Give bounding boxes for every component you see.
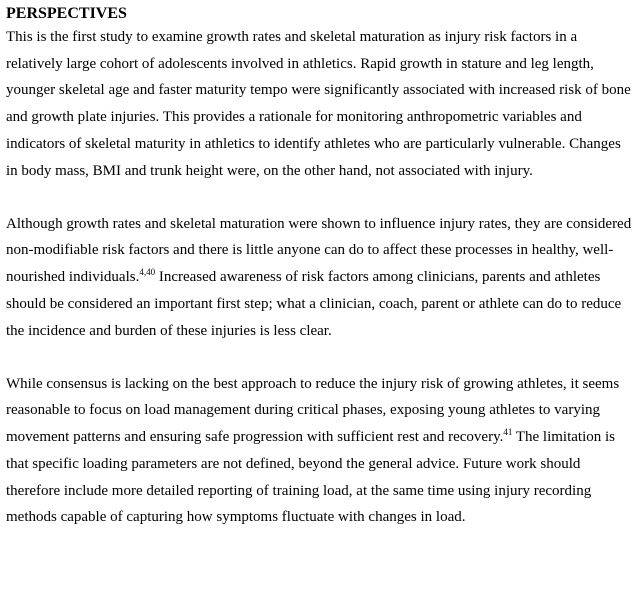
- paragraph-3-text-after: The limitation is that specific loading parameters are not defined, beyond the general advice. Future work should therefore include more detailed reporting of training load, at the same time using injury recording methods capable of capturing how symptoms fluctuate with changes in load.: [6, 429, 615, 526]
- paragraph-1: This is the first study to examine growth rates and skeletal maturation as injury risk factors in a relatively large cohort of adolescents involved in athletics. Rapid growth in stature and leg length, younger skeletal age and faster maturity tempo were significantly associated with increased risk of bone and growth plate injuries. This provides a rationale for monitoring anthropometric variables and indicators of skeletal maturity in athletics to identify athletes who are particularly vulnerable. Changes in body mass, BMI and trunk height were, on the other hand, not associated with injury.: [6, 29, 631, 179]
- paragraph-2-text-after: Increased awareness of risk factors among clinicians, parents and athletes should be considered an important first step; what a clinician, coach, parent or athlete can do to reduce the incidence and burden of these injuries is less clear.: [6, 269, 622, 339]
- paragraph-gap: [6, 344, 633, 371]
- citation-41: 41: [503, 427, 513, 438]
- paragraph-gap: [6, 184, 633, 211]
- paragraph-2: [6, 211, 633, 345]
- citation-4-40: 4,40: [139, 267, 156, 278]
- paragraph-3-text-before: While consensus is lacking on the best approach to reduce the injury risk of growing athletes, it seems reasonable to focus on load management during critical phases, exposing young athletes to varying movement patterns and ensuring safe progression with sufficient rest and recovery.: [6, 375, 620, 446]
- section-heading: PERSPECTIVES: [6, 5, 127, 22]
- paragraph-2-text-before: Although growth rates and skeletal maturation were shown to influence injury rates, they are considered non-modifiable risk factors and there is little anyone can do to affect these processes in healthy, well-nourished individuals.: [6, 215, 632, 286]
- paragraph-3: [6, 371, 633, 531]
